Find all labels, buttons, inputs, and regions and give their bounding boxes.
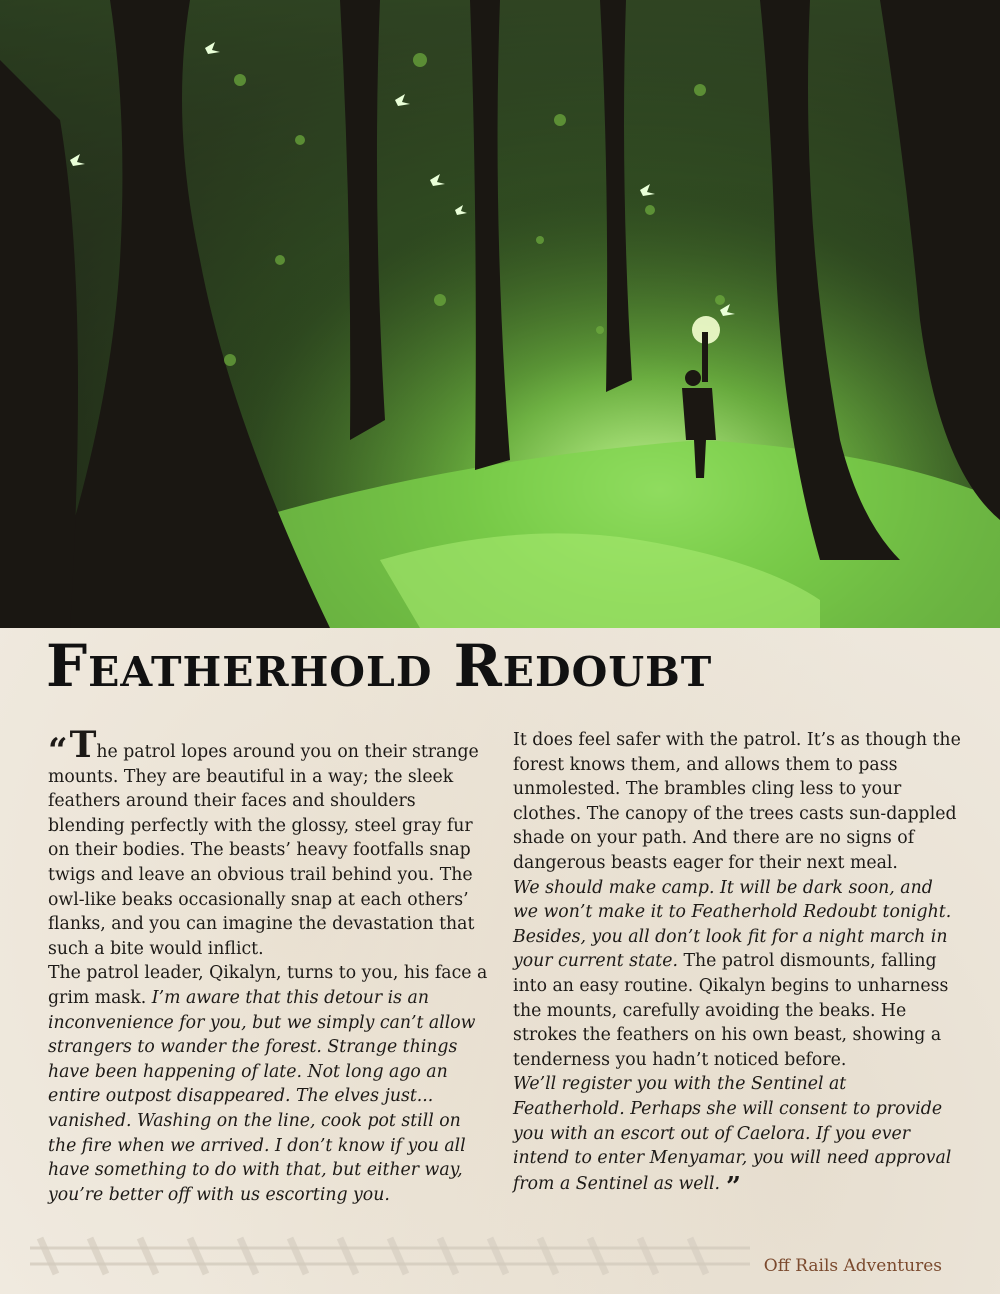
forest-scene <box>0 0 1000 628</box>
right-paragraph-3 <box>513 1072 961 1202</box>
right-paragraph-3-dialogue: We’ll register you with the Sentinel at Featherhold. Perhaps she will consent to provide you with an escort out of Caelora. If you ever intend to enter Menyamar, you will need approval from a Sentinel as well. <box>513 1074 952 1194</box>
left-paragraph-2-dialogue: I’m aware that this detour is an inconvenience for you, but we simply can’t allow strangers to wander the forest. Strange things have been happening of late. Not long ago an entire outpost disappeared. The elves just... vanished. Washing on the line, cook pot still on the fire when we arrived. I don’t know if you all have something to do with that, but either way, you’re better off with us escorting you. <box>48 987 476 1205</box>
dropcap-letter: T <box>69 724 97 766</box>
forest-illustration <box>0 0 1000 628</box>
publisher-footer: Off Rails Adventures <box>763 1256 942 1276</box>
page-title: Featherhold Redoubt <box>46 632 713 700</box>
left-paragraph-1 <box>48 724 494 961</box>
left-column <box>48 724 494 1207</box>
right-paragraph-2 <box>513 876 961 1073</box>
left-paragraph-2-text: The patrol leader, Qikalyn, turns to you, his face a grim mask. <box>48 963 488 1008</box>
right-paragraph-2-text: The patrol dismounts, falling into an easy routine. Qikalyn begins to unharness the mounts, carefully avoiding the beaks. He strokes the feathers on his own beast, showing a tenderness you hadn’t noticed before. <box>513 951 949 1070</box>
right-paragraph-1: It does feel safer with the patrol. It’s as though the forest knows them, and allows them to pass unmolested. The brambles cling less to your clothes. The canopy of the trees casts sun-dappled shade on your path. And there are no signs of dangerous beasts eager for their next meal. <box>513 730 961 873</box>
left-paragraph-2 <box>48 961 494 1207</box>
left-paragraph-1-text: he patrol lopes around you on their strange mounts. They are beautiful in a way; the sleek feathers around their faces and shoulders blending perfectly with the glossy, steel gray fur on their bodies. The beasts’ heavy footfalls snap twigs and leave an obvious trail behind you. The owl-like beaks occasionally snap at each others’ flanks, and you can imagine the devastation that such a bite would inflict. <box>48 742 479 959</box>
close-quote-mark: ” <box>726 1171 741 1202</box>
open-quote-mark: “ <box>48 731 68 771</box>
right-column <box>513 728 961 1202</box>
right-paragraph-2-dialogue: We should make camp. It will be dark soon, and we won’t make it to Featherhold Redoubt tonight. Besides, you all don’t look fit for a night march in your current state. <box>513 877 952 972</box>
